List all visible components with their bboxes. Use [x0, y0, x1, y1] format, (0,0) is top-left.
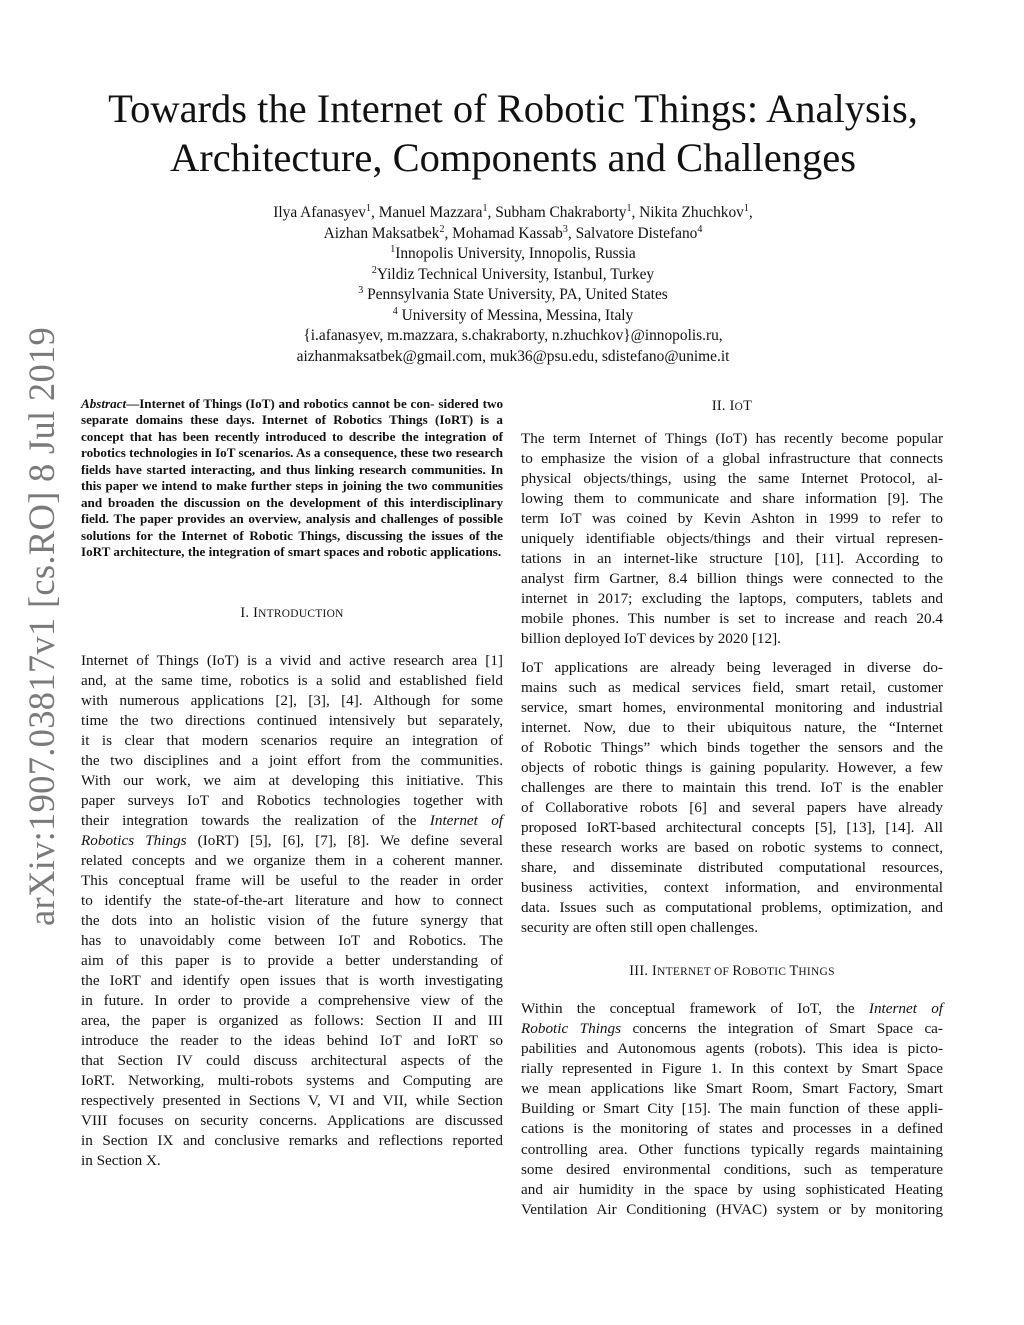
affiliation-3: $^3$ Pennsylvania State University, PA, United States	[358, 284, 668, 303]
abstract-label: Abstract	[81, 396, 127, 411]
section-heading-iort: III. INTERNET OF ROBOTIC THINGS	[629, 963, 835, 980]
author-name: Salvatore Distefano	[575, 224, 698, 242]
author-line-1: Ilya Afanasyev$^1$, Manuel Mazzara$^1$, Subham Chakraborty$^1$, Nikita Zhuchkov$^1$,	[273, 202, 753, 221]
section-heading-iot: II. IOT	[711, 398, 753, 414]
introduction-paragraph: Internet of Things (IoT) is a vivid and active research area [1] and, at the same time, robotics is a solid and established field with numerous applications [2], [3], [4]. Although for some time the two directions continued intensively but separately, it is clear that modern scenarios require an integration of the two disciplines and a joint effort from the communities. With our work, we aim at developing this initiative. This paper surveys IoT and Robotics technologies together with their integration towards the realization of the Internet of Robotics Things (IoRT) [5], [6], [7], [8]. We define several related concepts and we organize them in a coherent manner. This conceptual frame will be useful to the reader in order to identify the state-of-the-art literature and how to connect the dots into an holistic vision of the future synergy that has to unavoidably come between IoT and Robotics. The aim of this paper is to provide a better understanding of the IoRT and identify open issues that is worth investigating in future. In order to provide a comprehensive view of the area, the paper is organized as follows: Section II and III introduce the reader to the ideas behind IoT and IoRT so that Section IV could discuss architectural aspects of the IoRT. Networking, multi-robots systems and Computing are respectively presented in Sections V, VI and VII, while Section VIII focuses on security concerns. Applications are discussed in Section IX and conclusive remarks and reflections reported in Section X.	[81, 651, 504, 1169]
author-name: Mohamad Kassab	[452, 224, 563, 242]
affiliation-4: $^4$ University of Messina, Messina, Italy	[392, 305, 634, 324]
paper-title	[60, 84, 966, 182]
email-line-2: aizhanmaksatbek@gmail.com, muk36@psu.edu, sdistefano@unime.it	[296, 347, 730, 365]
arxiv-identifier: arXiv:1907.03817v1 [cs.RO] 8 Jul 2019	[21, 326, 62, 926]
abstract: Abstract—Internet of Things (IoT) and robotics cannot be con- sidered two separate domains these days. Internet of Robotics Things (IoRT) is a concept that has been recently introduced to describe the integration of robotics technologies in IoT scenarios. As a consequence, these two research fields have started interacting, and thus linking research communities. In this paper we intend to make further steps in joining the two communities and broaden the discussion on the development of this interdisciplinary field. The paper provides an overview, analysis and challenges of possible solutions for the Internet of Robotic Things, discussing the issues of the IoRT architecture, the integration of smart spaces and robotic applications.	[81, 396, 504, 560]
title-line-2: Architecture, Components and Challenges	[169, 135, 857, 180]
left-column	[81, 396, 503, 1171]
author-name: Subham Chakraborty	[495, 204, 627, 221]
author-name: Ilya Afanasyev	[273, 204, 366, 221]
author-name: Aizhan Maksatbek	[323, 224, 440, 242]
title-line-1: Towards the Internet of Robotic Things: Analysis,	[108, 86, 918, 131]
email-line-1: {i.afanasyev, m.mazzara, s.chakraborty, n.zhuchkov}@innopolis.ru,	[303, 327, 723, 344]
iot-paragraph-1: The term Internet of Things (IoT) has recently become popular to emphasize the vision of a global infrastructure that connects physical objects/things, using the same Internet Protocol, al- lowing them to communicate and share information [9]. The term IoT was coined by Kevin Ashton in 1999 to refer to uniquely identifiable objects/things and their virtual represen- tations in an internet-like structure [10], [11]. According to analyst firm Gartner, 8.4 billion things were connected to the internet in 2017; excluding the laptops, computers, tablets and mobile phones. This number is set to increase and reach 20.4 billion deployed IoT devices by 2020 [12].	[521, 430, 943, 648]
iot-paragraph-2: IoT applications are already being leveraged in diverse do- mains such as medical services field, smart retail, customer service, smart homes, environmental monitoring and industrial internet. Now, due to their ubiquitous nature, the “Internet of Robotic Things” which binds together the sensors and the objects of robotic things is gaining popularity. However, a few challenges are there to maintain this trend. IoT is the enabler of Collaborative robots [6] and several papers have already proposed IoRT-based architectural concepts [5], [13], [14]. All these research works are based on robotic systems to connect, share, and disseminate distributed computational resources, business activities, context information, and environmental data. Issues such as computational problems, optimization, and security are often still open challenges.	[521, 659, 943, 937]
affiliation-1: $^1$Innopolis University, Innopolis, Russia	[390, 243, 636, 262]
right-column	[521, 396, 943, 1220]
iort-paragraph: Within the conceptual framework of IoT, the Internet of Robotic Things concerns the integration of Smart Space ca- pabilities and Autonomous agents (robots). This idea is picto- rially represented in Figure 1. In this context by Smart Space we mean applications like Smart Room, Smart Factory, Smart Building or Smart City [15]. The main function of these appli- cations is the monitoring of states and processes in a defined controlling area. Other functions typically regards maintaining some desired environmental conditions, such as temperature and air humidity in the space by using sophisticated Heating Ventilation Air Conditioning (HVAC) system or by monitoring	[521, 1000, 944, 1218]
author-line-2: Aizhan Maksatbek$^2$, Mohamad Kassab$^3$, Salvatore Distefano$^4$	[323, 223, 703, 242]
affiliation-2: $^2$Yildiz Technical University, Istanbul, Turkey	[371, 264, 655, 283]
author-name: Manuel Mazzara	[378, 204, 483, 221]
section-heading-introduction: I. INTRODUCTION	[240, 604, 344, 621]
author-block	[120, 203, 906, 367]
author-name: Nikita Zhuchkov	[639, 204, 744, 221]
